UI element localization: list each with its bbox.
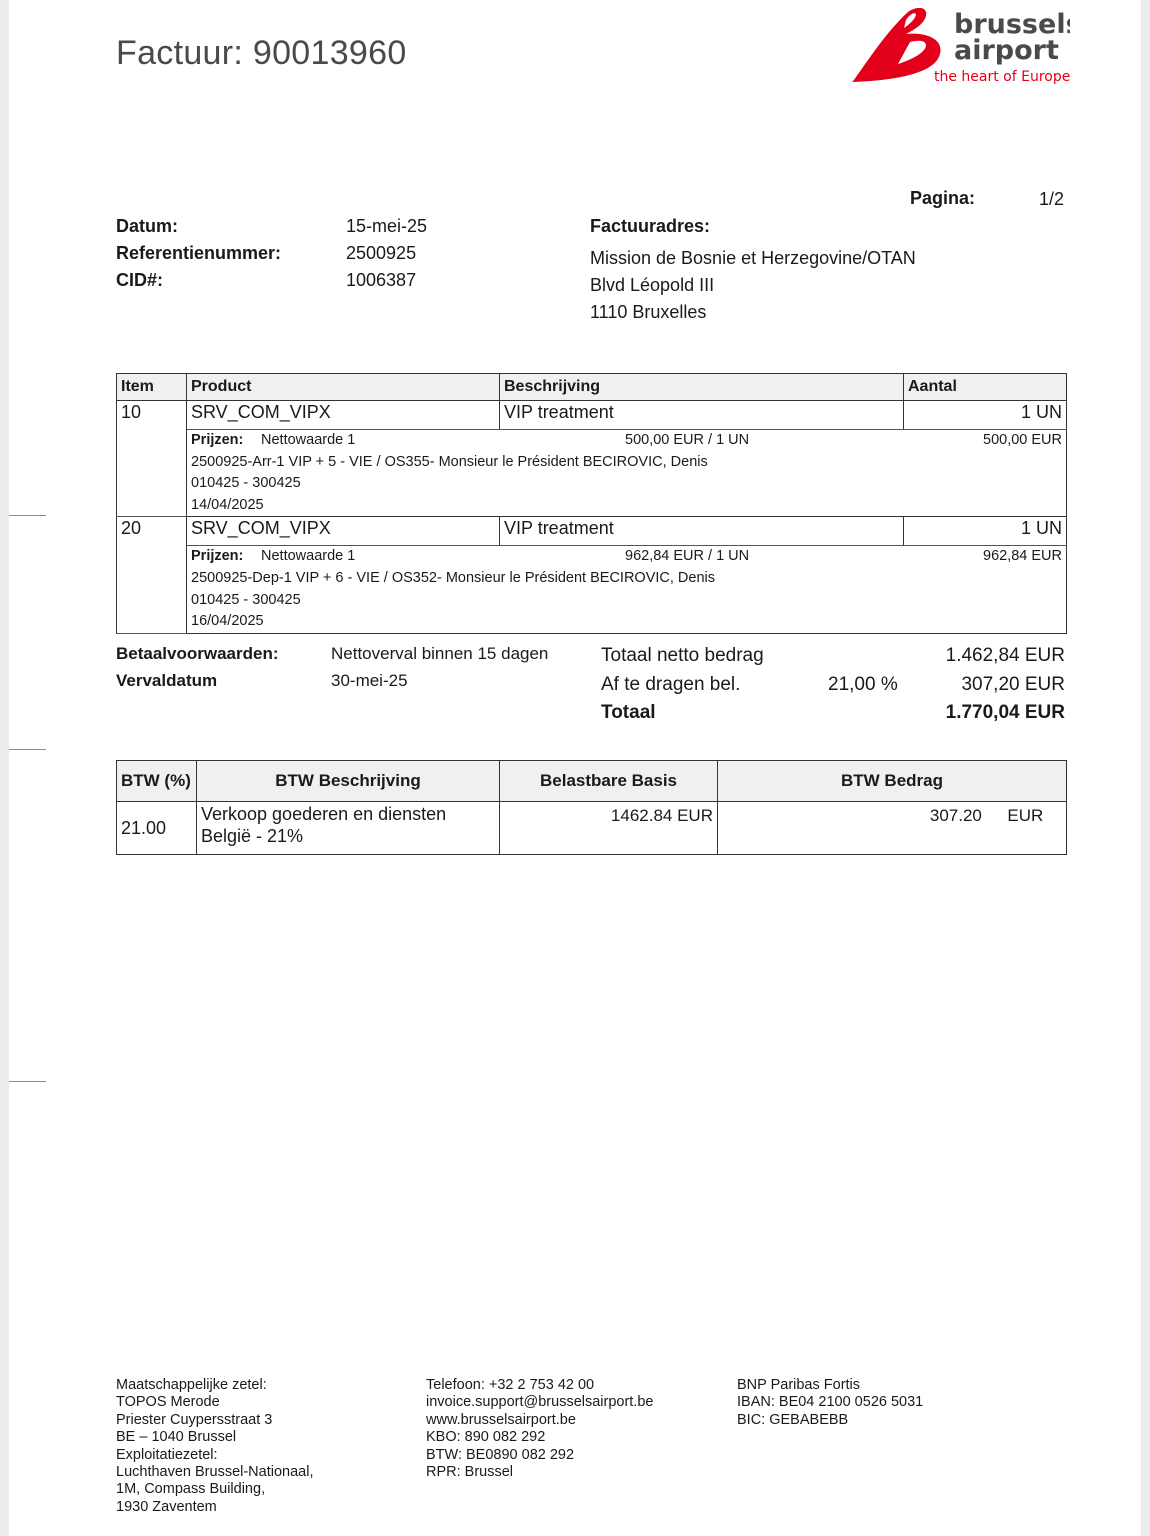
reference-value: 2500925: [346, 243, 417, 263]
punch-mark: [9, 749, 46, 750]
footer-line: invoice.support@brusselsairport.be: [426, 1394, 654, 1411]
footer-line: Telefoon: +32 2 753 42 00: [426, 1377, 595, 1393]
airport-logo-mark-icon: [848, 2, 1070, 88]
item-detail: [187, 546, 1067, 633]
footer-line: BE – 1040 Brussel: [116, 1429, 237, 1446]
product-code: SRV_COM_VIPX: [187, 401, 500, 430]
footer-line: KBO: 890 082 292: [426, 1429, 546, 1446]
vat-description-cell: [197, 802, 500, 855]
logo-word-airport: airport: [954, 35, 1059, 66]
column-header-vat-description: BTW Beschrijving: [197, 761, 500, 802]
item-detail: [187, 430, 1067, 517]
page-edge-right: [1141, 0, 1150, 1536]
table-header-row: [117, 374, 1067, 401]
grand-total-label: Totaal: [601, 702, 656, 723]
item-number: 10: [117, 401, 187, 517]
footer-line: TOPOS Merode: [116, 1394, 220, 1411]
column-header-taxable-base: Belastbare Basis: [500, 761, 718, 802]
item-note: 2500925-Dep-1 VIP + 6 - VIE / OS352- Monsieur le Président BECIROVIC, Denis: [191, 569, 715, 586]
vat-description-line: België - 21%: [201, 826, 304, 846]
column-header-vat-amount: BTW Bedrag: [718, 761, 1067, 802]
table-row: [117, 517, 1067, 546]
vat-amount-value: 307.20: [929, 806, 982, 825]
table-row-detail: [117, 546, 1067, 633]
cid-value: 1006387: [346, 270, 417, 290]
item-quantity: 1 UN: [904, 517, 1067, 546]
column-header-product: Product: [187, 374, 500, 401]
footer-line: Maatschappelijke zetel:: [116, 1377, 267, 1393]
item-number: 20: [117, 517, 187, 633]
payment-terms-value: Nettoverval binnen 15 dagen: [331, 644, 549, 663]
net-total-value: 1.462,84 EUR: [945, 645, 1065, 666]
footer-line: BIC: GEBABEBB: [737, 1411, 849, 1428]
taxable-base-cell: 1462.84 EUR: [500, 802, 718, 855]
prices-label: Prijzen:: [191, 432, 244, 448]
footer-line: Luchthaven Brussel-Nationaal,: [116, 1464, 314, 1481]
cid-label: CID#:: [116, 270, 164, 290]
date-value: 15-mei-25: [346, 216, 428, 236]
logo-word-brussels: brussels: [954, 9, 1070, 40]
footer-line: Exploitatiezetel:: [116, 1446, 218, 1463]
footer-line: 1930 Zaventem: [116, 1498, 217, 1515]
date-label: Datum:: [116, 216, 178, 236]
footer-contact: [426, 1377, 654, 1481]
footer-line: RPR: Brussel: [426, 1464, 514, 1481]
item-note: 010425 - 300425: [191, 591, 301, 608]
vat-label: Af te dragen bel.: [601, 674, 741, 695]
footer-bank: [737, 1377, 923, 1429]
due-date-label: Vervaldatum: [116, 671, 218, 690]
price-type: Nettowaarde 1: [261, 548, 356, 565]
vat-amount-cell: [718, 802, 1067, 855]
net-total-label: Totaal netto bedrag: [601, 645, 764, 666]
billing-address-label: Factuuradres:: [590, 216, 711, 236]
item-note: 14/04/2025: [191, 496, 264, 513]
page-edge-left: [0, 0, 9, 1536]
vat-rate: 21,00 %: [828, 674, 898, 695]
billing-address-line: Mission de Bosnie et Herzegovine/OTAN: [590, 248, 916, 268]
line-items-table: [116, 373, 1067, 634]
unit-price: 962,84 EUR / 1 UN: [625, 548, 750, 565]
footer-company-address: [116, 1377, 313, 1516]
prices-label: Prijzen:: [191, 548, 244, 565]
line-amount: 500,00 EUR: [983, 432, 1062, 448]
vat-value: 307,20 EUR: [961, 674, 1065, 695]
footer-line: BTW: BE0890 082 292: [426, 1446, 575, 1463]
line-amount: 962,84 EUR: [983, 548, 1062, 565]
product-code: SRV_COM_VIPX: [187, 517, 500, 546]
column-header-vat-rate: BTW (%): [117, 761, 197, 802]
item-description: VIP treatment: [500, 517, 904, 546]
vat-amount-currency: EUR: [1007, 806, 1044, 825]
punch-mark: [9, 1081, 46, 1082]
punch-mark: [9, 515, 46, 516]
footer-line: Priester Cuypersstraat 3: [116, 1411, 273, 1428]
vat-table: [116, 760, 1067, 855]
brussels-airport-logo: [848, 2, 1070, 88]
page-number: 1/2: [1039, 189, 1065, 209]
logo-tagline: the heart of Europe: [934, 69, 1070, 85]
table-row-detail: [117, 430, 1067, 517]
payment-terms-label: Betaalvoorwaarden:: [116, 644, 279, 663]
footer-line: IBAN: BE04 2100 0526 5031: [737, 1394, 924, 1411]
item-note: 010425 - 300425: [191, 475, 301, 492]
footer-line: BNP Paribas Fortis: [737, 1377, 861, 1393]
price-type: Nettowaarde 1: [261, 432, 356, 448]
vat-rate-cell: 21.00: [117, 802, 197, 855]
item-note: 2500925-Arr-1 VIP + 5 - VIE / OS355- Monsieur le Président BECIROVIC, Denis: [191, 453, 708, 470]
item-note: 16/04/2025: [191, 613, 264, 630]
unit-price: 500,00 EUR / 1 UN: [625, 432, 750, 448]
invoice-title: Factuur: 90013960: [116, 34, 407, 72]
vat-header-row: [117, 761, 1067, 802]
column-header-quantity: Aantal: [904, 374, 1067, 401]
item-description: VIP treatment: [500, 401, 904, 430]
billing-address-line: 1110 Bruxelles: [590, 302, 707, 322]
billing-address-line: Blvd Léopold III: [590, 275, 715, 295]
footer-line: 1M, Compass Building,: [116, 1481, 266, 1498]
column-header-description: Beschrijving: [500, 374, 904, 401]
due-date-value: 30-mei-25: [331, 671, 408, 690]
vat-row: [117, 802, 1067, 855]
vat-description-line: Verkoop goederen en diensten: [201, 804, 447, 824]
table-row: [117, 401, 1067, 430]
reference-label: Referentienummer:: [116, 243, 282, 263]
footer-line: www.brusselsairport.be: [426, 1411, 576, 1428]
item-quantity: 1 UN: [904, 401, 1067, 430]
page-label: Pagina:: [910, 188, 976, 208]
column-header-item: Item: [117, 374, 187, 401]
grand-total-value: 1.770,04 EUR: [945, 702, 1065, 723]
